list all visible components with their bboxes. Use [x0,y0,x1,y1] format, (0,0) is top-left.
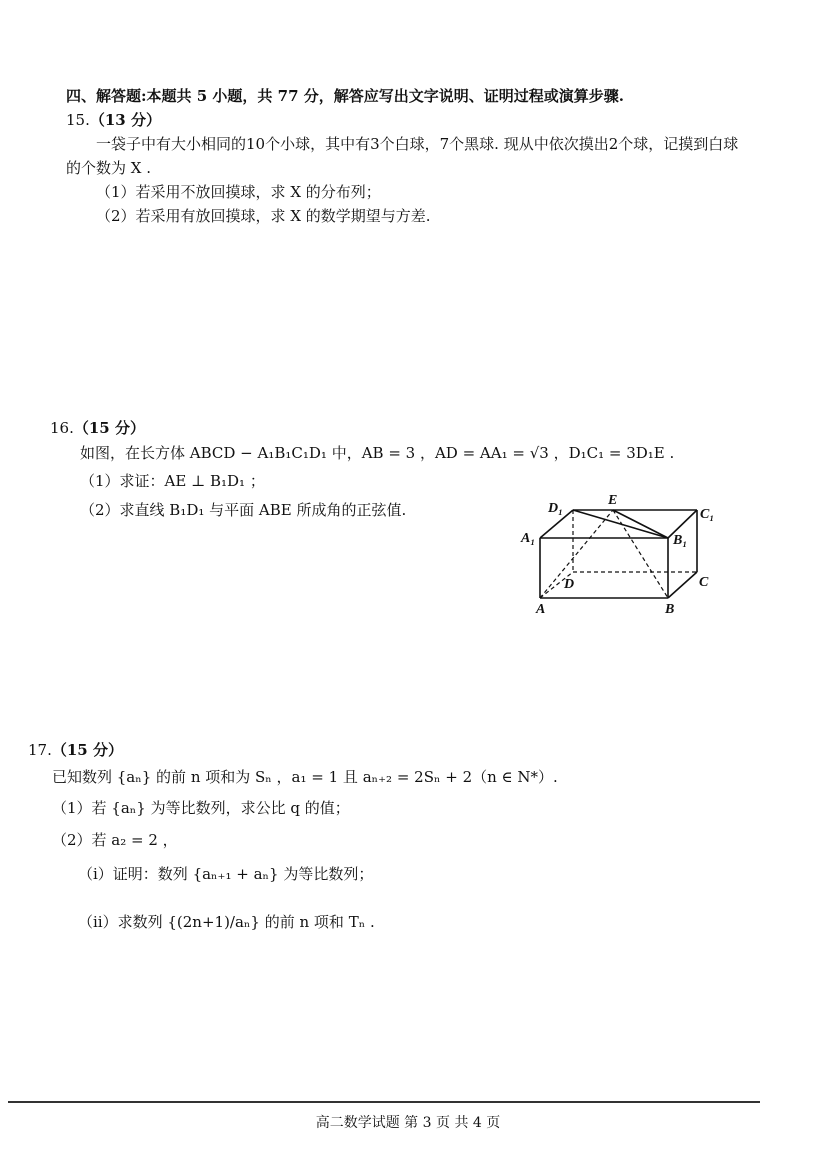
problem-16-part1: （1）求证：AE ⊥ B₁D₁ ； [80,472,265,490]
label-D: D [564,577,575,592]
cuboid-figure [515,490,725,620]
page-footer: 高二数学试题 第 3 页 共 4 页 [315,1115,501,1131]
problem-17-part2: （2）若 a₂ = 2 ， [52,831,178,849]
label-C1: C₁ [700,507,715,522]
problem-16-part2: （2）求直线 B₁D₁ 与平面 ABE 所成角的正弦值. [80,501,407,519]
problem-17-part1: （1）若 {aₙ} 为等比数列，求公比 q 的值； [52,799,350,817]
label-B: B [665,602,675,617]
problem-15-part1: （1）若采用不放回摸球，求 X 的分布列； [96,183,381,201]
problem-15-points: （13 分） [89,111,161,129]
label-C: C [699,575,709,590]
label-B1: B₁ [673,533,688,548]
problem-17-stem: 已知数列 {aₙ} 的前 n 项和为 Sₙ ，a₁ = 1 且 aₙ₊₂ = 2Sₙ + 2（n ∈ N*）. [52,768,558,786]
problem-17-number: 17. [28,741,52,759]
problem-16-stem: 如图，在长方体 ABCD − A₁B₁C₁D₁ 中，AB = 3 ，AD = AA₁ = √3 ，D₁C₁ = 3D₁E . [80,444,675,462]
label-A: A [536,602,546,617]
problem-15-heading [66,110,161,130]
problem-17-heading [28,740,123,760]
problem-17-part2-ii: （ⅱ）求数列 {(2n+1)/aₙ} 的前 n 项和 Tₙ . [78,913,375,931]
section-header: 四、解答题:本题共 5 小题，共 77 分，解答应写出文字说明、证明过程或演算步骤. [66,87,624,105]
problem-17-points: （15 分） [51,741,123,759]
problem-16-number: 16. [50,419,74,437]
label-A1: A₁ [521,531,536,546]
problem-17-part2-i: （ⅰ）证明：数列 {aₙ₊₁ + aₙ} 为等比数列； [78,865,374,883]
problem-15-number: 15. [66,111,90,129]
label-E: E [608,493,618,508]
problem-15-part2: （2）若采用有放回摸球，求 X 的数学期望与方差. [96,207,431,225]
problem-15-stem-line2: 的个数为 X . [66,159,151,177]
footer-rule [8,1101,760,1103]
problem-15-stem-line1: 一袋子中有大小相同的10个小球，其中有3个白球，7个黑球. 现从中依次摸出2个球，记摸到白球 [96,135,739,153]
problem-16-heading [50,418,145,438]
label-D1: D₁ [548,501,563,516]
problem-16-points: （15 分） [73,419,145,437]
